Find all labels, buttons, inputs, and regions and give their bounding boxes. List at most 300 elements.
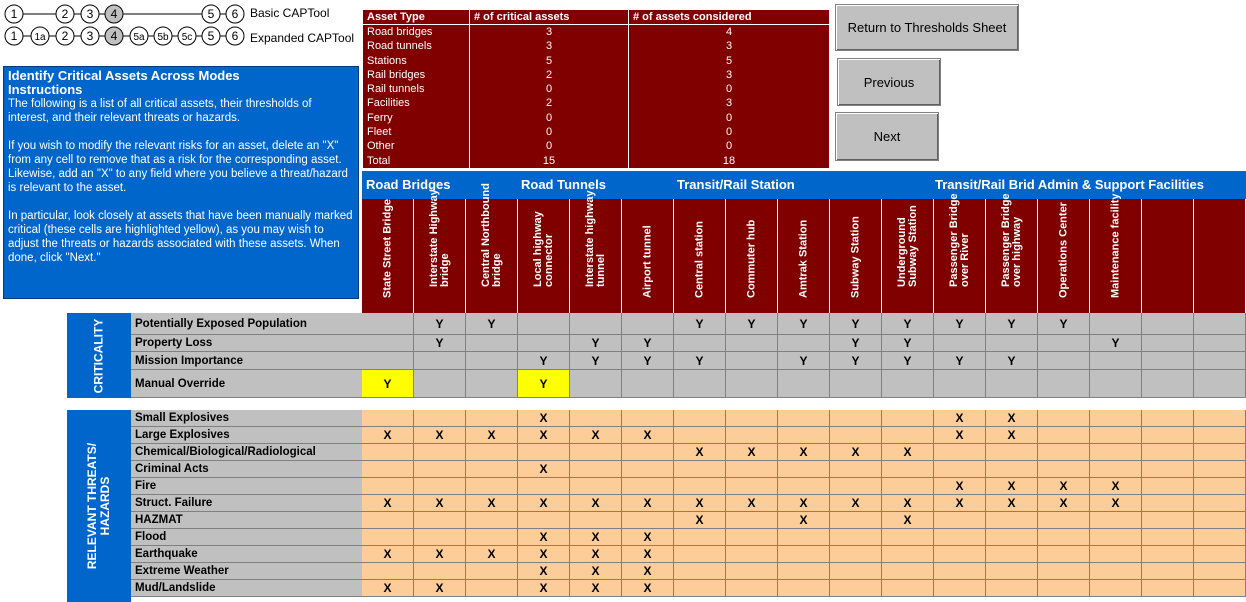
- grid-cell[interactable]: X: [518, 410, 570, 427]
- grid-cell[interactable]: [1038, 546, 1090, 563]
- asset-column-label: Subway Station: [849, 216, 861, 298]
- grid-cell[interactable]: [882, 529, 934, 546]
- grid-cell[interactable]: [882, 370, 934, 398]
- grid-cell[interactable]: Y: [830, 313, 882, 335]
- grid-cell[interactable]: X: [622, 563, 674, 580]
- grid-cell[interactable]: [986, 335, 1038, 352]
- grid-cell[interactable]: [726, 512, 778, 529]
- summary-considered-count: 18: [722, 154, 736, 167]
- grid-cell[interactable]: X: [518, 580, 570, 597]
- grid-cell[interactable]: [1038, 335, 1090, 352]
- grid-cell[interactable]: [362, 313, 414, 335]
- grid-cell[interactable]: X: [674, 444, 726, 461]
- asset-column-label: Operations Center: [1057, 202, 1069, 298]
- summary-asset-type: Road tunnels: [363, 40, 470, 54]
- grid-cell[interactable]: [622, 444, 674, 461]
- grid-cell[interactable]: [518, 444, 570, 461]
- grid-cell[interactable]: [362, 529, 414, 546]
- grid-cell[interactable]: [1194, 335, 1246, 352]
- grid-cell[interactable]: X: [518, 529, 570, 546]
- grid-cell[interactable]: [1090, 352, 1142, 370]
- grid-cell[interactable]: X: [570, 529, 622, 546]
- asset-column-header: [1194, 199, 1246, 313]
- grid-cell[interactable]: X: [830, 495, 882, 512]
- grid-cell[interactable]: [1038, 352, 1090, 370]
- asset-column-label: Passenger Bridge over River: [947, 193, 971, 287]
- grid-cell[interactable]: [1142, 410, 1194, 427]
- grid-cell[interactable]: [1194, 512, 1246, 529]
- summary-considered-count: 0: [725, 140, 733, 153]
- grid-cell[interactable]: X: [466, 427, 518, 444]
- grid-cell[interactable]: Y: [934, 313, 986, 335]
- grid-cell[interactable]: [1090, 427, 1142, 444]
- grid-cell[interactable]: [882, 427, 934, 444]
- grid-cell[interactable]: [674, 580, 726, 597]
- grid-cell[interactable]: [1038, 580, 1090, 597]
- grid-cell[interactable]: [882, 580, 934, 597]
- grid-cell[interactable]: [362, 478, 414, 495]
- grid-cell[interactable]: Y: [1038, 313, 1090, 335]
- grid-cell[interactable]: [1038, 563, 1090, 580]
- grid-cell[interactable]: [466, 461, 518, 478]
- grid-cell[interactable]: [1090, 370, 1142, 398]
- grid-cell[interactable]: X: [934, 427, 986, 444]
- grid-cell[interactable]: [466, 529, 518, 546]
- grid-cell[interactable]: [674, 335, 726, 352]
- grid-cell[interactable]: Y: [362, 370, 414, 398]
- grid-cell[interactable]: [570, 478, 622, 495]
- grid-cell[interactable]: [518, 335, 570, 352]
- grid-cell[interactable]: [674, 478, 726, 495]
- summary-row: [363, 97, 829, 111]
- grid-cell[interactable]: [830, 370, 882, 398]
- grid-cell[interactable]: [726, 370, 778, 398]
- grid-cell[interactable]: [570, 461, 622, 478]
- grid-cell[interactable]: [778, 461, 830, 478]
- grid-cell[interactable]: [778, 563, 830, 580]
- grid-cell[interactable]: [1090, 580, 1142, 597]
- grid-cell[interactable]: [1090, 461, 1142, 478]
- grid-cell[interactable]: [882, 478, 934, 495]
- grid-cell[interactable]: [830, 427, 882, 444]
- grid-cell[interactable]: [1194, 313, 1246, 335]
- grid-cell[interactable]: [778, 546, 830, 563]
- grid-cell[interactable]: [466, 352, 518, 370]
- grid-cell[interactable]: X: [570, 495, 622, 512]
- grid-cell[interactable]: [518, 478, 570, 495]
- grid-cell[interactable]: Y: [570, 335, 622, 352]
- grid-cell[interactable]: [1142, 546, 1194, 563]
- grid-cell[interactable]: [1194, 563, 1246, 580]
- grid-cell[interactable]: [726, 529, 778, 546]
- grid-cell[interactable]: [1194, 427, 1246, 444]
- grid-cell[interactable]: [934, 370, 986, 398]
- asset-column-header: [830, 199, 882, 313]
- grid-cell[interactable]: [726, 580, 778, 597]
- grid-cell[interactable]: [1038, 427, 1090, 444]
- grid-cell[interactable]: [986, 370, 1038, 398]
- grid-cell[interactable]: X: [830, 444, 882, 461]
- grid-cell[interactable]: X: [362, 546, 414, 563]
- summary-critical-count: 3: [470, 40, 629, 54]
- grid-cell[interactable]: [830, 461, 882, 478]
- grid-cell[interactable]: [466, 370, 518, 398]
- grid-cell[interactable]: X: [622, 529, 674, 546]
- grid-cell[interactable]: Y: [1090, 335, 1142, 352]
- grid-cell[interactable]: X: [570, 580, 622, 597]
- grid-cell[interactable]: Y: [934, 352, 986, 370]
- grid-cell[interactable]: [778, 410, 830, 427]
- grid-cell[interactable]: [726, 563, 778, 580]
- grid-cell[interactable]: [726, 546, 778, 563]
- grid-cell[interactable]: X: [778, 512, 830, 529]
- grid-cell[interactable]: [726, 427, 778, 444]
- step-number: 3: [86, 29, 94, 43]
- summary-asset-type: Rail tunnels: [363, 82, 470, 96]
- grid-cell[interactable]: X: [778, 495, 830, 512]
- grid-cell[interactable]: [414, 352, 466, 370]
- grid-cell[interactable]: [778, 370, 830, 398]
- summary-row: [363, 68, 829, 82]
- grid-cell[interactable]: X: [882, 512, 934, 529]
- grid-cell[interactable]: [934, 335, 986, 352]
- grid-cell[interactable]: [1090, 444, 1142, 461]
- grid-cell[interactable]: [622, 478, 674, 495]
- grid-cell[interactable]: [778, 580, 830, 597]
- grid-cell[interactable]: X: [1038, 478, 1090, 495]
- grid-cell[interactable]: Y: [778, 352, 830, 370]
- grid-cell[interactable]: X: [518, 461, 570, 478]
- grid-cell[interactable]: [466, 335, 518, 352]
- previous-button[interactable]: Previous: [837, 58, 941, 106]
- grid-cell[interactable]: Y: [674, 313, 726, 335]
- grid-cell[interactable]: [986, 563, 1038, 580]
- grid-cell[interactable]: [1038, 529, 1090, 546]
- grid-cell[interactable]: [674, 427, 726, 444]
- grid-cell[interactable]: Y: [986, 313, 1038, 335]
- grid-cell[interactable]: [674, 410, 726, 427]
- grid-cell[interactable]: [934, 546, 986, 563]
- grid-cell[interactable]: [934, 444, 986, 461]
- grid-cell[interactable]: [986, 444, 1038, 461]
- grid-cell[interactable]: [830, 410, 882, 427]
- grid-cell[interactable]: [1142, 478, 1194, 495]
- grid-cell[interactable]: [1194, 352, 1246, 370]
- row-label: Mud/Landslide: [131, 580, 362, 597]
- grid-cell[interactable]: [414, 370, 466, 398]
- grid-cell[interactable]: [882, 546, 934, 563]
- grid-cell[interactable]: [726, 461, 778, 478]
- grid-cell[interactable]: [830, 529, 882, 546]
- asset-column-header: [518, 199, 570, 313]
- grid-cell[interactable]: X: [882, 495, 934, 512]
- grid-cell[interactable]: [882, 563, 934, 580]
- grid-cell[interactable]: [414, 478, 466, 495]
- grid-cell[interactable]: X: [518, 495, 570, 512]
- grid-cell[interactable]: [1142, 529, 1194, 546]
- return-to-thresholds-button[interactable]: Return to Thresholds Sheet: [835, 4, 1019, 51]
- grid-cell[interactable]: [622, 370, 674, 398]
- grid-cell[interactable]: [882, 410, 934, 427]
- grid-cell[interactable]: X: [622, 427, 674, 444]
- group-admin-support-facilities: Transit/Rail Brid Admin & Support Facilities: [935, 177, 1204, 192]
- grid-cell[interactable]: Y: [518, 352, 570, 370]
- grid-cell[interactable]: [1194, 495, 1246, 512]
- grid-cell[interactable]: Y: [830, 352, 882, 370]
- grid-cell[interactable]: X: [622, 546, 674, 563]
- grid-cell[interactable]: Y: [466, 313, 518, 335]
- row-label: Property Loss: [131, 335, 362, 352]
- grid-cell[interactable]: X: [622, 495, 674, 512]
- basic-step-nav: [4, 3, 344, 25]
- grid-cell[interactable]: [622, 512, 674, 529]
- grid-cell[interactable]: X: [986, 427, 1038, 444]
- grid-cell[interactable]: [778, 335, 830, 352]
- grid-cell[interactable]: Y: [830, 335, 882, 352]
- grid-cell[interactable]: [986, 580, 1038, 597]
- grid-cell[interactable]: Y: [778, 313, 830, 335]
- asset-summary-table: [362, 9, 830, 169]
- summary-asset-type: Fleet: [363, 125, 470, 139]
- grid-cell[interactable]: [362, 352, 414, 370]
- grid-cell[interactable]: [466, 563, 518, 580]
- grid-cell[interactable]: [934, 461, 986, 478]
- grid-cell[interactable]: [1194, 461, 1246, 478]
- step-number: 4: [110, 29, 118, 43]
- grid-cell[interactable]: X: [518, 563, 570, 580]
- grid-cell[interactable]: [1194, 370, 1246, 398]
- grid-cell[interactable]: [934, 563, 986, 580]
- grid-cell[interactable]: X: [726, 444, 778, 461]
- grid-cell[interactable]: [570, 313, 622, 335]
- grid-cell[interactable]: [1142, 580, 1194, 597]
- instructions-subtitle: Instructions: [8, 82, 83, 97]
- threats-side-label: [67, 410, 131, 602]
- grid-cell[interactable]: [1142, 444, 1194, 461]
- grid-cell[interactable]: [830, 478, 882, 495]
- grid-cell[interactable]: X: [570, 427, 622, 444]
- grid-cell[interactable]: [726, 410, 778, 427]
- grid-cell[interactable]: [622, 461, 674, 478]
- grid-cell[interactable]: Y: [882, 352, 934, 370]
- grid-cell[interactable]: [414, 512, 466, 529]
- grid-cell[interactable]: [1038, 461, 1090, 478]
- grid-cell[interactable]: [1142, 352, 1194, 370]
- grid-cell[interactable]: Y: [414, 335, 466, 352]
- grid-cell[interactable]: Y: [674, 352, 726, 370]
- grid-cell[interactable]: [570, 410, 622, 427]
- grid-cell[interactable]: [414, 444, 466, 461]
- grid-cell[interactable]: Y: [726, 313, 778, 335]
- summary-row: [363, 54, 829, 68]
- grid-cell[interactable]: [570, 512, 622, 529]
- grid-cell[interactable]: X: [362, 495, 414, 512]
- row-label: Extreme Weather: [131, 563, 362, 580]
- grid-cell[interactable]: X: [934, 478, 986, 495]
- grid-cell[interactable]: Y: [882, 335, 934, 352]
- grid-cell[interactable]: X: [882, 444, 934, 461]
- grid-cell[interactable]: X: [934, 495, 986, 512]
- grid-cell[interactable]: X: [726, 495, 778, 512]
- grid-cell[interactable]: [1142, 512, 1194, 529]
- grid-cell[interactable]: [414, 529, 466, 546]
- grid-cell[interactable]: [1090, 512, 1142, 529]
- grid-cell[interactable]: [986, 529, 1038, 546]
- grid-cell[interactable]: [726, 352, 778, 370]
- grid-cell[interactable]: [986, 461, 1038, 478]
- grid-cell[interactable]: [414, 461, 466, 478]
- grid-cell[interactable]: [778, 529, 830, 546]
- grid-cell[interactable]: [362, 335, 414, 352]
- grid-cell[interactable]: [882, 461, 934, 478]
- grid-cell[interactable]: X: [1090, 495, 1142, 512]
- grid-cell[interactable]: Y: [986, 352, 1038, 370]
- grid-cell[interactable]: [1142, 461, 1194, 478]
- grid-cell[interactable]: [830, 563, 882, 580]
- grid-cell[interactable]: X: [1038, 495, 1090, 512]
- grid-cell[interactable]: [726, 335, 778, 352]
- summary-row: [363, 140, 829, 154]
- grid-cell[interactable]: [1194, 410, 1246, 427]
- grid-cell[interactable]: [1194, 444, 1246, 461]
- grid-cell[interactable]: [466, 444, 518, 461]
- grid-cell[interactable]: X: [1090, 478, 1142, 495]
- row-label: Struct. Failure: [131, 495, 362, 512]
- grid-cell[interactable]: [934, 580, 986, 597]
- grid-cell[interactable]: [1090, 563, 1142, 580]
- grid-cell[interactable]: [674, 370, 726, 398]
- grid-cell[interactable]: [362, 512, 414, 529]
- asset-column-header: [1038, 199, 1090, 313]
- grid-cell[interactable]: [1194, 529, 1246, 546]
- step-number: 2: [61, 29, 69, 43]
- grid-cell[interactable]: [674, 546, 726, 563]
- grid-cell[interactable]: [986, 546, 1038, 563]
- grid-cell[interactable]: X: [466, 495, 518, 512]
- grid-cell[interactable]: [518, 313, 570, 335]
- grid-cell[interactable]: [1142, 427, 1194, 444]
- grid-cell[interactable]: [466, 580, 518, 597]
- grid-cell[interactable]: [830, 580, 882, 597]
- grid-cell[interactable]: X: [778, 444, 830, 461]
- grid-cell[interactable]: [362, 461, 414, 478]
- grid-cell[interactable]: X: [414, 546, 466, 563]
- grid-cell[interactable]: X: [518, 427, 570, 444]
- grid-cell[interactable]: [1090, 410, 1142, 427]
- summary-considered-count: 3: [725, 97, 733, 110]
- grid-cell[interactable]: Y: [622, 335, 674, 352]
- grid-cell[interactable]: [466, 410, 518, 427]
- grid-cell[interactable]: [830, 546, 882, 563]
- grid-cell[interactable]: [362, 410, 414, 427]
- grid-cell[interactable]: [986, 512, 1038, 529]
- grid-cell[interactable]: [1038, 512, 1090, 529]
- grid-cell[interactable]: X: [674, 495, 726, 512]
- grid-cell[interactable]: [570, 370, 622, 398]
- grid-cell[interactable]: [1142, 370, 1194, 398]
- grid-cell[interactable]: X: [466, 546, 518, 563]
- grid-cell[interactable]: X: [986, 478, 1038, 495]
- grid-cell[interactable]: [1090, 529, 1142, 546]
- grid-cell[interactable]: X: [518, 546, 570, 563]
- grid-cell[interactable]: X: [934, 410, 986, 427]
- grid-cell[interactable]: X: [570, 563, 622, 580]
- group-road-tunnels: Road Tunnels: [521, 177, 606, 192]
- grid-cell[interactable]: [674, 563, 726, 580]
- grid-cell[interactable]: X: [986, 410, 1038, 427]
- grid-cell[interactable]: [674, 529, 726, 546]
- grid-cell[interactable]: [674, 461, 726, 478]
- asset-column-label: State Street Bridge: [381, 198, 393, 298]
- grid-cell[interactable]: [466, 512, 518, 529]
- grid-cell[interactable]: Y: [622, 352, 674, 370]
- grid-cell[interactable]: [1194, 546, 1246, 563]
- grid-cell[interactable]: [1038, 410, 1090, 427]
- grid-cell[interactable]: [778, 478, 830, 495]
- grid-cell[interactable]: [1142, 335, 1194, 352]
- grid-cell[interactable]: [726, 478, 778, 495]
- grid-cell[interactable]: Y: [414, 313, 466, 335]
- grid-cell[interactable]: [414, 410, 466, 427]
- grid-cell[interactable]: [570, 444, 622, 461]
- grid-cell[interactable]: [466, 478, 518, 495]
- grid-cell[interactable]: [1090, 546, 1142, 563]
- summary-critical-count: 0: [470, 140, 629, 154]
- grid-cell[interactable]: Y: [518, 370, 570, 398]
- grid-cell[interactable]: X: [414, 580, 466, 597]
- grid-cell[interactable]: [622, 410, 674, 427]
- grid-cell[interactable]: [934, 512, 986, 529]
- summary-critical-count: 2: [470, 97, 629, 111]
- grid-cell[interactable]: X: [622, 580, 674, 597]
- grid-cell[interactable]: [1142, 495, 1194, 512]
- grid-cell[interactable]: [1038, 444, 1090, 461]
- next-button[interactable]: Next: [835, 112, 939, 161]
- grid-cell[interactable]: [362, 444, 414, 461]
- grid-cell[interactable]: X: [674, 512, 726, 529]
- grid-cell[interactable]: Y: [570, 352, 622, 370]
- summary-row: [363, 82, 829, 96]
- grid-cell[interactable]: [622, 313, 674, 335]
- summary-critical-count: 2: [470, 68, 629, 82]
- grid-cell[interactable]: [778, 427, 830, 444]
- grid-cell[interactable]: [1194, 580, 1246, 597]
- grid-cell[interactable]: [830, 512, 882, 529]
- grid-cell[interactable]: X: [362, 427, 414, 444]
- grid-cell[interactable]: [1090, 313, 1142, 335]
- summary-critical-count: 0: [470, 82, 629, 96]
- grid-cell[interactable]: [518, 512, 570, 529]
- group-road-bridges: Road Bridges: [366, 177, 451, 192]
- grid-cell[interactable]: X: [570, 546, 622, 563]
- grid-cell[interactable]: X: [414, 427, 466, 444]
- grid-cell[interactable]: X: [362, 580, 414, 597]
- grid-cell[interactable]: [362, 563, 414, 580]
- step-number: 2: [61, 7, 69, 21]
- asset-column-header: [570, 190, 622, 313]
- grid-cell[interactable]: X: [986, 495, 1038, 512]
- grid-cell[interactable]: [1142, 563, 1194, 580]
- grid-cell[interactable]: X: [414, 495, 466, 512]
- grid-cell[interactable]: Y: [882, 313, 934, 335]
- row-label: Fire: [131, 478, 362, 495]
- grid-cell[interactable]: [414, 563, 466, 580]
- grid-cell[interactable]: [1142, 313, 1194, 335]
- grid-cell[interactable]: [1194, 478, 1246, 495]
- summary-row: [363, 25, 829, 40]
- grid-cell[interactable]: [934, 529, 986, 546]
- grid-cell[interactable]: [1038, 370, 1090, 398]
